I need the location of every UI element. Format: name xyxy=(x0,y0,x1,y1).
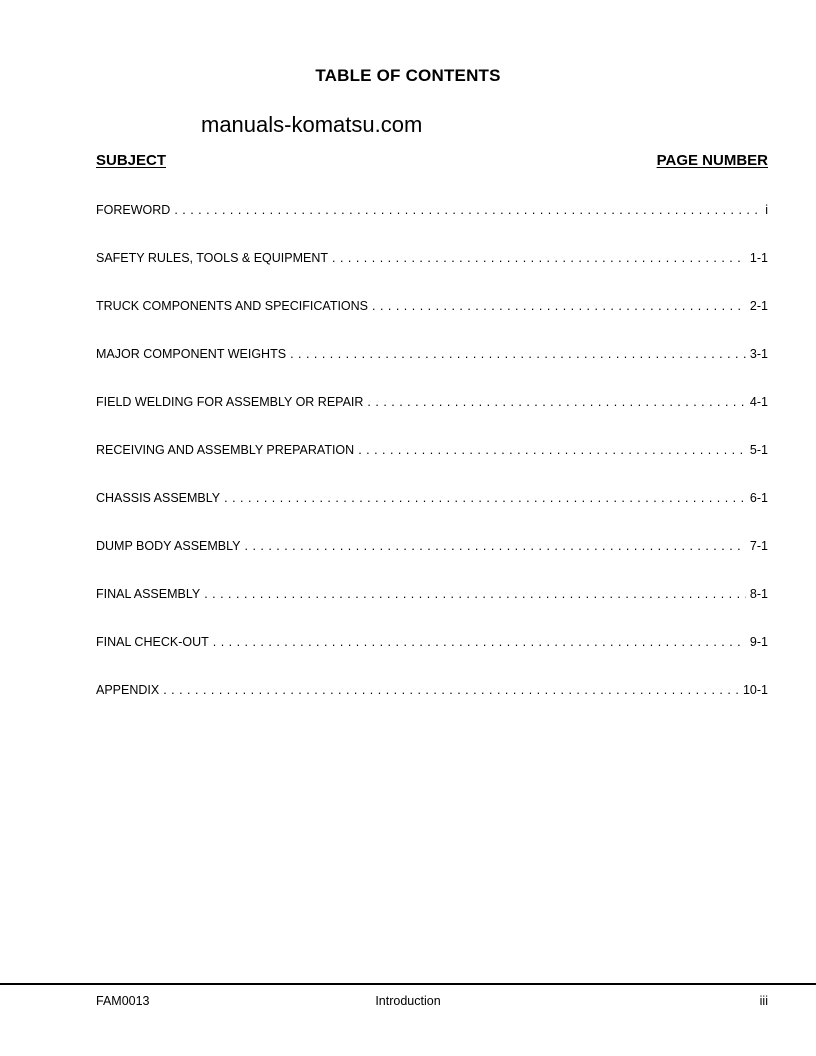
table-of-contents-list xyxy=(96,203,768,731)
toc-entry-page: 2-1 xyxy=(749,299,768,313)
subject-column-header: SUBJECT xyxy=(96,152,167,169)
toc-entry-page: 5-1 xyxy=(749,443,768,457)
footer-divider xyxy=(0,983,816,985)
toc-dot-leader xyxy=(174,203,761,217)
toc-entry-label: SAFETY RULES, TOOLS & EQUIPMENT xyxy=(96,251,329,265)
toc-entry[interactable] xyxy=(96,395,768,443)
toc-dot-leader xyxy=(367,395,746,409)
watermark-text: manuals-komatsu.com xyxy=(201,112,423,137)
toc-entry-label: FINAL ASSEMBLY xyxy=(96,587,201,601)
toc-entry-page: 8-1 xyxy=(749,587,768,601)
toc-entry-label: APPENDIX xyxy=(96,683,160,697)
toc-entry[interactable] xyxy=(96,443,768,491)
toc-entry-page: 6-1 xyxy=(749,491,768,505)
toc-entry-page: 3-1 xyxy=(749,347,768,361)
page-title: TABLE OF CONTENTS xyxy=(315,66,501,85)
toc-entry[interactable] xyxy=(96,347,768,395)
toc-entry[interactable] xyxy=(96,539,768,587)
toc-dot-leader xyxy=(224,491,746,505)
toc-entry-page: 9-1 xyxy=(749,635,768,649)
toc-entry-label: TRUCK COMPONENTS AND SPECIFICATIONS xyxy=(96,299,369,313)
toc-dot-leader xyxy=(290,347,746,361)
toc-entry[interactable] xyxy=(96,299,768,347)
footer-section-name: Introduction xyxy=(375,994,441,1008)
toc-dot-leader xyxy=(358,443,746,457)
toc-entry[interactable] xyxy=(96,635,768,683)
toc-entry[interactable] xyxy=(96,587,768,635)
toc-entry-label: FINAL CHECK-OUT xyxy=(96,635,209,649)
toc-entry-page: i xyxy=(765,203,768,217)
toc-dot-leader xyxy=(245,539,746,553)
toc-entry-page: 4-1 xyxy=(749,395,768,409)
toc-entry-label: FIELD WELDING FOR ASSEMBLY OR REPAIR xyxy=(96,395,364,409)
toc-dot-leader xyxy=(204,587,746,601)
toc-entry-label: MAJOR COMPONENT WEIGHTS xyxy=(96,347,287,361)
toc-entry-label: DUMP BODY ASSEMBLY xyxy=(96,539,241,553)
toc-dot-leader xyxy=(213,635,746,649)
footer-document-code: FAM0013 xyxy=(96,994,150,1008)
toc-dot-leader xyxy=(163,683,739,697)
toc-entry-label: FOREWORD xyxy=(96,203,171,217)
toc-entry-label: CHASSIS ASSEMBLY xyxy=(96,491,221,505)
toc-entry[interactable] xyxy=(96,203,768,251)
toc-entry-label: RECEIVING AND ASSEMBLY PREPARATION xyxy=(96,443,355,457)
toc-entry[interactable] xyxy=(96,491,768,539)
toc-entry-page: 7-1 xyxy=(749,539,768,553)
toc-entry-page: 1-1 xyxy=(749,251,768,265)
toc-entry[interactable] xyxy=(96,251,768,299)
toc-dot-leader xyxy=(372,299,746,313)
toc-dot-leader xyxy=(332,251,746,265)
toc-entry[interactable] xyxy=(96,683,768,731)
toc-entry-page: 10-1 xyxy=(742,683,768,697)
page-number-column-header: PAGE NUMBER xyxy=(656,152,768,169)
footer-page-number: iii xyxy=(759,994,768,1008)
